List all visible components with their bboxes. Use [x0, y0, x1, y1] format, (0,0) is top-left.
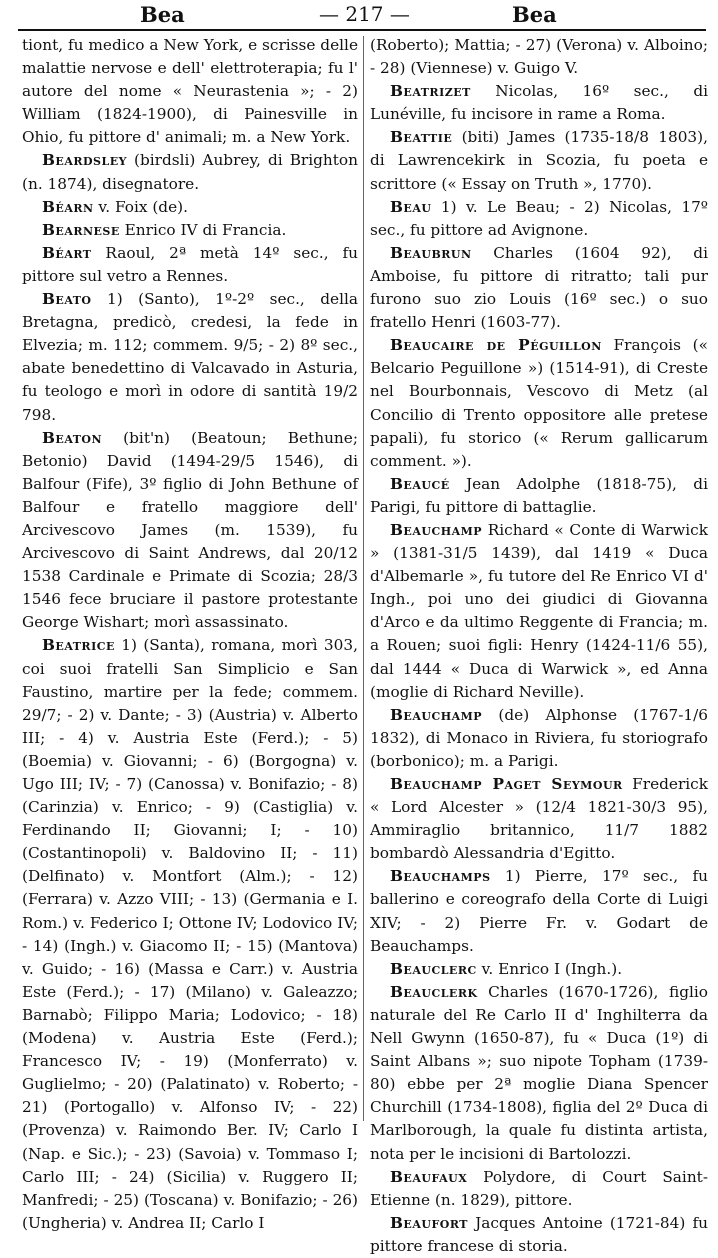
- entry-headword: Beauchamp: [390, 705, 483, 724]
- page-number: — 217 —: [319, 2, 410, 26]
- entry-text: Charles (1604 92), di Amboise, fu pittore di ritratto; tali pur furono suo zio Louis (16º sec.) o suo fratello Henri (1603-77).: [370, 243, 708, 332]
- entry-text: Frederick « Lord Alcester » (12/4 1821-30/3 95), Ammiraglio britannico, 11/7 1882 bombardò Alessandria d'Egitto.: [370, 775, 709, 863]
- entry: [22, 427, 358, 635]
- column-divider: [363, 36, 364, 1121]
- entry-headword: Beato: [42, 290, 92, 309]
- entry-text: Jacques Antoine (1721-84) fu pittore francese di storia.: [370, 1213, 708, 1255]
- entry: [370, 865, 708, 957]
- entry-headword: Beauclerk: [390, 982, 478, 1001]
- entry: [370, 704, 708, 773]
- entry-text: 1) (Santo), 1º-2º sec., della Bretagna, predicò, credesi, la fede in Elvezia; m. 112; commem. 9/5; - 2) 8º sec., abate benedettino di Valcavado in Asturia, fu teologo e morì in odore di santità 19/2 798.: [22, 290, 358, 424]
- entry: [22, 196, 358, 219]
- entry-headword: Bearnese: [42, 220, 120, 239]
- entry-headword: Beatrice: [42, 636, 115, 655]
- entry: [22, 149, 358, 195]
- entry-text: (de) Alphonse (1767-1/6 1832), di Monaco in Riviera, fu storiografo (borbonico); m. a Parigi.: [370, 705, 708, 770]
- entry-text: (bit'n) (Beatoun; Bethune; Betonio) David (1494-29/5 1546), di Balfour (Fife), 3º figlio di John Bethune of Balfour e fratello maggiore dell' Arcivescovo James (m. 1539), fu Arcivescovo di Saint Andrews, dal 20/12 1538 Cardinale e Primate di Scozia; 28/3 1546 fece bruciare il pastore protestante George Wishart; morì assassinato.: [22, 428, 358, 632]
- entry-text: tiont, fu medico a New York, e scrisse delle malattie nervose e dell' elettroterapia; fu l' autore del nome « Neurastenia »; - 2) William (1824-1900), di Painesville in Ohio, fu pittore d' animali; m. a New York.: [22, 36, 358, 147]
- entry: [370, 981, 708, 1166]
- entry-text: 1) (Santa), romana, morì 303, coi suoi fratelli San Simplicio e San Faustino, martire per la fede; commem. 29/7; - 2) v. Dante; - 3) (Austria) v. Alberto III; - 4) v. Austria Este (Ferd.); - 5) (Boemia) v. Giovanni; - 6) (Borgogna) v. Ugo III; IV; - 7) (Canossa) v. Bonifazio; - 8) (Carinzia) v. Enrico; - 9) (Castiglia) v. Ferdinando II; Giovanni; I; - 10) (Costantinopoli) v. Baldovino II; - 11) (Delfinato) v. Montfort (Alm.); - 12) (Ferrara) v. Azzo VIII; - 13) (Germania e I. Rom.) v. Federico I; Ottone IV; Lodovico IV; - 14) (Ingh.) v. Giacomo II; - 15) (Mantova) v. Guido; - 16) (Massa e Carr.) v. Austria Este (Ferd.); - 17) (Milano) v. Galeazzo; Barnabò; Filippo Maria; Lodovico; - 18) (Modena) v. Austria Este (Ferd.); Francesco IV; - 19) (Monferrato) v. Guglielmo; - 20) (Palatinato) v. Roberto; - 21) (Portogallo) v. Alfonso IV; - 22) (Provenza) v. Raimondo Ber. IV; Carlo I (Nap. e Sic.); - 23) (Savoia) v. Tommaso I; Carlo III; - 24) (Sicilia) v. Ruggero II; Manfredi; - 25) (Toscana) v. Bonifazio; - 26) (Ungheria) v. Andrea II; Carlo I: [22, 636, 358, 1232]
- entry-headword: Béart: [42, 243, 92, 262]
- entry: [22, 288, 358, 427]
- entry-text: Richard « Conte di Warwick » (1381-31/5 1439), dal 1419 « Duca d'Albemarle », fu tutore del Re Enrico VI d' Ingh., poi uno dei giudici di Giovanna d'Arco e da ultimo Reggente di Francia; m. a Rouen; suoi figli: Henry (1424-11/6 55), dal 1444 « Duca di Warwick », ed Anna (moglie di Richard Neville).: [370, 520, 708, 701]
- entry: [370, 958, 708, 981]
- running-head-left: Bea: [140, 2, 185, 27]
- entry-headword: Beauchamp: [390, 520, 483, 539]
- entry-headword: Béarn: [42, 197, 94, 216]
- entry-continuation: [22, 34, 358, 149]
- entry-headword: Beattie: [390, 128, 453, 147]
- entry: [370, 80, 708, 126]
- running-head-right: Bea: [512, 2, 557, 27]
- entry-headword: Beaufaux: [390, 1167, 468, 1186]
- entry-headword: Beaton: [42, 428, 103, 447]
- entry-text: (birdsli) Aubrey, di Brighton (n. 1874), disegnatore.: [22, 151, 358, 193]
- entry: [370, 126, 708, 195]
- header-rule: [18, 29, 706, 31]
- entry: [370, 1166, 708, 1212]
- entry-text: François (« Belcario Peguillone ») (1514-91), di Creste nel Bourbonnais, Vescovo di Metz (al Concilio di Trento oppositore alle pretese papali), fu storico (« Rerum gallicarum comment. »).: [370, 336, 708, 470]
- entry-headword: Beauclerc: [390, 959, 477, 978]
- entry-text: Nicolas, 16º sec., di Lunéville, fu incisore in rame a Roma.: [370, 82, 708, 124]
- entry: [370, 473, 708, 519]
- left-column: [22, 34, 358, 1235]
- entry: [370, 242, 708, 334]
- entry: [370, 519, 708, 704]
- right-column: [370, 34, 708, 1258]
- entry: [370, 196, 708, 242]
- entry: [22, 242, 358, 288]
- entry-headword: Beatrizet: [390, 82, 471, 101]
- entry-headword: Beauchamps: [390, 867, 491, 886]
- page-header: [0, 0, 718, 36]
- entry-text: v. Foix (de).: [93, 197, 188, 216]
- entry-headword: Beaucaire de Péguillon: [390, 336, 602, 355]
- entry: [370, 334, 708, 473]
- entry-text: (Roberto); Mattia; - 27) (Verona) v. Alboino; - 28) (Viennese) v. Guigo V.: [370, 36, 708, 78]
- entry-text: 1) v. Le Beau; - 2) Nicolas, 17º sec., fu pittore ad Avignone.: [370, 197, 708, 239]
- entry-headword: Beaucé: [390, 474, 450, 493]
- entry-text: v. Enrico I (Ingh.).: [476, 959, 623, 978]
- entry: [370, 1212, 708, 1258]
- entry-headword: Beardsley: [42, 151, 127, 170]
- entry-text: Charles (1670-1726), figlio naturale del Re Carlo II d' Inghilterra da Nell Gwynn (1650-87), fu « Duca (1º) di Saint Albans »; suo nipote Topham (1739-80) ebbe per 2ª moglie Diana Spencer Churchill (1734-1808), figlia del 2º Duca di Marlborough, la quale fu distinta artista, nota per le incisioni di Bartolozzi.: [370, 982, 708, 1163]
- entry: [370, 773, 708, 865]
- entry-continuation: [370, 34, 708, 80]
- entry-text: Raoul, 2ª metà 14º sec., fu pittore sul vetro a Rennes.: [22, 243, 358, 285]
- entry-text: Enrico IV di Francia.: [119, 220, 287, 239]
- entry-text: Polydore, di Court Saint-Etienne (n. 1829), pittore.: [370, 1167, 708, 1209]
- entry-text: (biti) James (1735-18/8 1803), di Lawrencekirk in Scozia, fu poeta e scrittore (« Essay on Truth », 1770).: [370, 128, 708, 193]
- entry-text: Jean Adolphe (1818-75), di Parigi, fu pittore di battaglie.: [370, 474, 708, 516]
- entry-headword: Beaubrun: [390, 243, 472, 262]
- entry-headword: Beau: [390, 197, 432, 216]
- entry: [22, 634, 358, 1234]
- entry-headword: Beaufort: [390, 1213, 468, 1232]
- entry: [22, 219, 358, 242]
- entry-headword: Beauchamp Paget Seymour: [390, 775, 623, 793]
- entry-text: 1) Pierre, 17º sec., fu ballerino e coreografo della Corte di Luigi XIV; - 2) Pierre Fr. v. Godart de Beauchamps.: [370, 867, 708, 955]
